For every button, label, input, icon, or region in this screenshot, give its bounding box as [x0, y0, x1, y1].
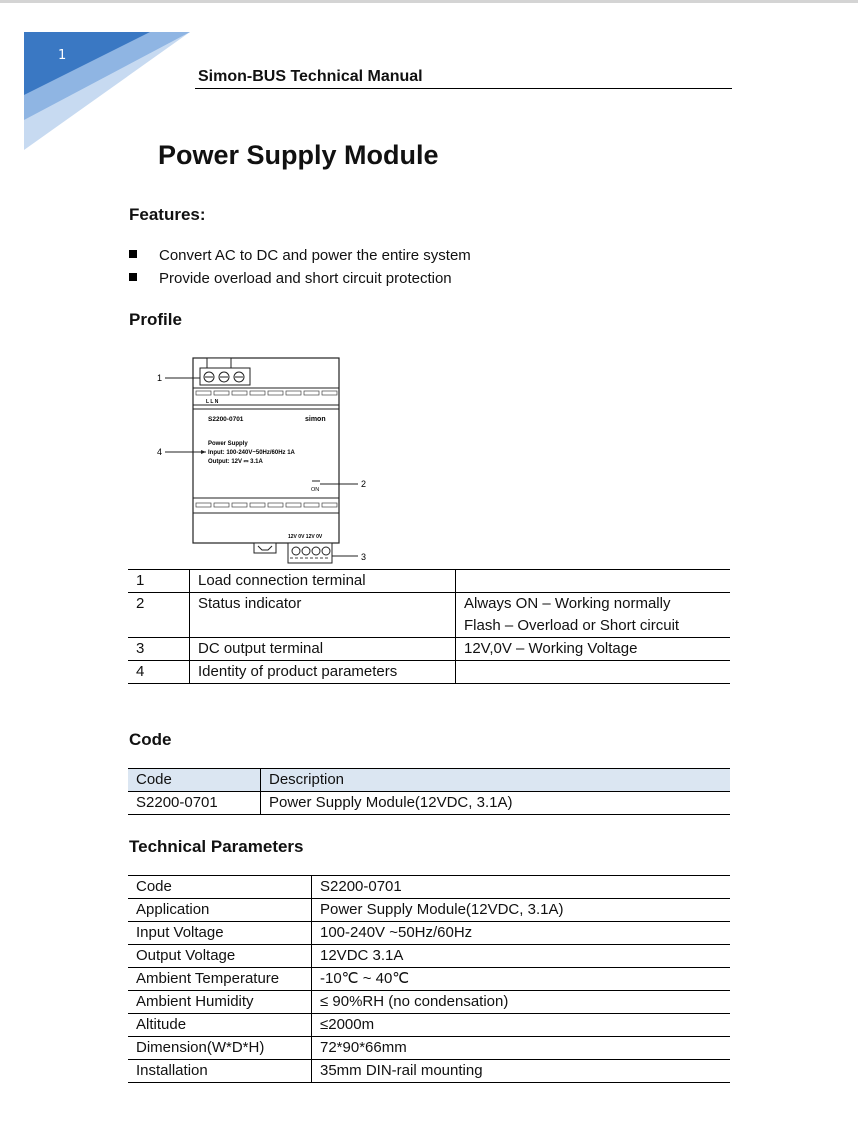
table-row — [128, 899, 730, 922]
table-cell: 1 — [128, 570, 190, 593]
table-row — [128, 1037, 730, 1060]
cell-line: Always ON – Working normally — [464, 595, 671, 612]
param-key: Dimension(W*D*H) — [128, 1037, 312, 1060]
diagram-brand-logo: simon — [305, 416, 326, 423]
param-key: Installation — [128, 1060, 312, 1083]
param-value: S2200-0701 — [312, 876, 731, 899]
page-title: Power Supply Module — [158, 140, 439, 170]
table-row — [128, 1014, 730, 1037]
table-cell: 12V,0V – Working Voltage — [456, 638, 731, 661]
device-diagram — [150, 353, 380, 569]
param-key: Code — [128, 876, 312, 899]
code-heading: Code — [129, 730, 172, 749]
table-row — [128, 792, 730, 815]
code-table — [128, 768, 730, 815]
feature-text: Convert AC to DC and power the entire system — [159, 247, 471, 264]
terminal-bottom-labels: 12V 0V 12V 0V — [288, 534, 323, 540]
diagram-label-line: Input: 100-240V~50Hz/60Hz 1A — [208, 450, 295, 456]
table-cell: 4 — [128, 661, 190, 684]
table-cell — [456, 593, 731, 638]
header-rule — [195, 88, 732, 89]
table-cell: 2 — [128, 593, 190, 638]
param-value: ≤2000m — [312, 1014, 731, 1037]
param-value: -10℃ ~ 40℃ — [312, 968, 731, 991]
page-number: 1 — [58, 48, 67, 63]
param-key: Application — [128, 899, 312, 922]
param-value: 12VDC 3.1A — [312, 945, 731, 968]
table-cell — [456, 661, 731, 684]
callout-3: 3 — [361, 552, 367, 562]
on-indicator-label: ON — [311, 487, 320, 493]
param-value: 100-240V ~50Hz/60Hz — [312, 922, 731, 945]
list-item — [129, 246, 471, 269]
features-heading: Features: — [129, 205, 206, 224]
table-header-cell: Code — [128, 769, 261, 792]
table-row — [128, 1060, 730, 1083]
table-row — [128, 661, 730, 684]
table-row — [128, 570, 730, 593]
param-value: 72*90*66mm — [312, 1037, 731, 1060]
table-cell: Status indicator — [190, 593, 456, 638]
param-key: Ambient Humidity — [128, 991, 312, 1014]
table-row — [128, 876, 730, 899]
param-key: Altitude — [128, 1014, 312, 1037]
features-list — [129, 246, 471, 292]
table-cell: Load connection terminal — [190, 570, 456, 593]
table-cell: S2200-0701 — [128, 792, 261, 815]
table-cell: DC output terminal — [190, 638, 456, 661]
table-header-cell: Description — [261, 769, 731, 792]
param-value: Power Supply Module(12VDC, 3.1A) — [312, 899, 731, 922]
table-row — [128, 593, 730, 638]
table-cell: 3 — [128, 638, 190, 661]
technical-heading: Technical Parameters — [129, 837, 304, 856]
feature-text: Provide overload and short circuit protection — [159, 270, 452, 287]
callout-1: 1 — [157, 373, 163, 383]
table-cell: Identity of product parameters — [190, 661, 456, 684]
param-value: 35mm DIN-rail mounting — [312, 1060, 731, 1083]
cell-line: Flash – Overload or Short circuit — [464, 617, 680, 634]
table-row — [128, 922, 730, 945]
param-key: Input Voltage — [128, 922, 312, 945]
page-corner-decoration — [0, 0, 200, 160]
table-row — [128, 945, 730, 968]
diagram-label-line: Output: 12V ⎓ 3.1A — [208, 459, 263, 465]
bullet-square-icon — [129, 273, 137, 281]
param-key: Ambient Temperature — [128, 968, 312, 991]
callout-2: 2 — [361, 479, 367, 489]
table-cell: Power Supply Module(12VDC, 3.1A) — [261, 792, 731, 815]
diagram-label-line: Power Supply — [208, 441, 248, 447]
profile-heading: Profile — [129, 310, 182, 329]
bullet-square-icon — [129, 250, 137, 258]
table-row — [128, 638, 730, 661]
running-header: Simon-BUS Technical Manual — [198, 68, 423, 85]
technical-table — [128, 875, 730, 1083]
table-row — [128, 968, 730, 991]
table-header-row — [128, 769, 730, 792]
callout-4: 4 — [157, 447, 163, 457]
table-cell — [456, 570, 731, 593]
terminal-top-labels: L L N — [206, 399, 219, 405]
profile-table — [128, 569, 730, 684]
list-item — [129, 269, 471, 292]
param-key: Output Voltage — [128, 945, 312, 968]
param-value: ≤ 90%RH (no condensation) — [312, 991, 731, 1014]
diagram-model: S2200-0701 — [208, 416, 244, 423]
table-row — [128, 991, 730, 1014]
